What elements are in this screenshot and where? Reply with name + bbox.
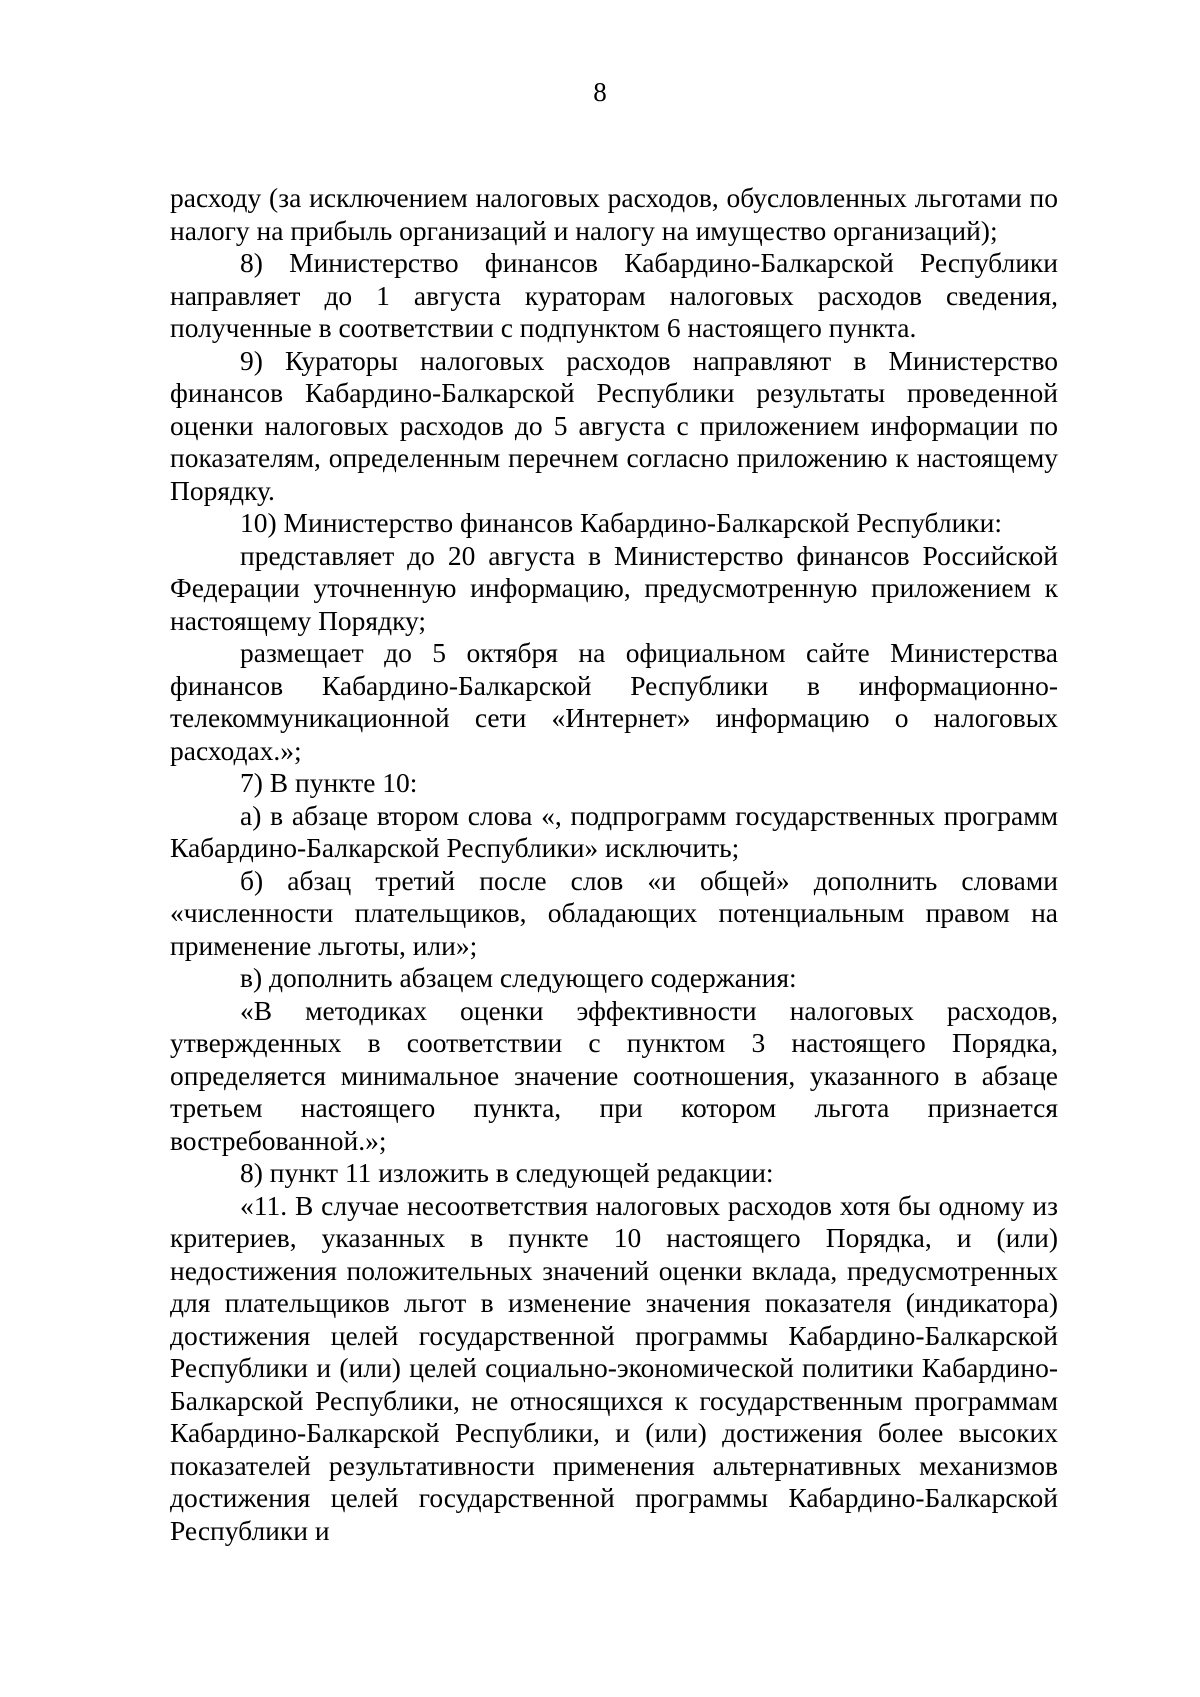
paragraph-amendment-7: 7) В пункте 10: bbox=[240, 767, 418, 798]
paragraph-item-8: 8) Министерство финансов Кабардино-Балкарской Республики направляет до 1 августа кураторам налоговых расходов сведения, полученные в соответствии с подпунктом 6 настоящего пункта. bbox=[170, 247, 1058, 343]
paragraph-amendment-7a: а) в абзаце втором слова «, подпрограмм государственных программ Кабардино-Балкарской Республики» исключить; bbox=[170, 799, 1058, 863]
paragraph-item-9: 9) Кураторы налоговых расходов направляют в Министерство финансов Кабардино-Балкарской Республики результаты проведенной оценки налоговых расходов до 5 августа с приложением информации по показателям, определенным перечнем согласно приложению к настоящему Порядку. bbox=[170, 344, 1058, 506]
paragraph-item-10-clause-2: размещает до 5 октября на официальном сайте Министерства финансов Кабардино-Балкарской Республики в информационно-телекоммуникационной сети «Интернет» информацию о налоговых расходах.»; bbox=[170, 637, 1058, 766]
paragraph-continuation: расходу (за исключением налоговых расходов, обусловленных льготами по налогу на прибыль организаций и налогу на имущество организаций); bbox=[170, 182, 1058, 246]
document-body bbox=[170, 182, 1058, 1547]
paragraph-amendment-8: 8) пункт 11 изложить в следующей редакции: bbox=[240, 1157, 774, 1188]
paragraph-amendment-7v-text: «В методиках оценки эффективности налоговых расходов, утвержденных в соответствии с пунктом 3 настоящего Порядка, определяется минимальное значение соотношения, указанного в абзаце третьем настоящего пункта, при котором льгота признается востребованной.»; bbox=[170, 994, 1058, 1156]
paragraph-amendment-8-text: «11. В случае несоответствия налоговых расходов хотя бы одному из критериев, указанных в пункте 10 настоящего Порядка, и (или) недостижения положительных значений оценки вклада, предусмотренных для плательщиков льгот в изменение значения показателя (индикатора) достижения целей государственной программы Кабардино-Балкарской Республики и (или) целей социально-экономической политики Кабардино-Балкарской Республики, не относящихся к государственным программам Кабардино-Балкарской Республики, и (или) достижения более высоких показателей результативности применения альтернативных механизмов достижения целей государственной программы Кабардино-Балкарской Республики и bbox=[170, 1189, 1058, 1546]
paragraph-amendment-7b: б) абзац третий после слов «и общей» дополнить словами «численности плательщиков, обладающих потенциальным правом на применение льготы, или»; bbox=[170, 864, 1058, 961]
paragraph-amendment-7v: в) дополнить абзацем следующего содержания: bbox=[240, 962, 797, 993]
paragraph-item-10-clause-1: представляет до 20 августа в Министерство финансов Российской Федерации уточненную информацию, предусмотренную приложением к настоящему Порядку; bbox=[170, 539, 1058, 636]
paragraph-item-10: 10) Министерство финансов Кабардино-Балкарской Республики: bbox=[240, 507, 1003, 538]
page-number: 8 bbox=[593, 77, 607, 107]
